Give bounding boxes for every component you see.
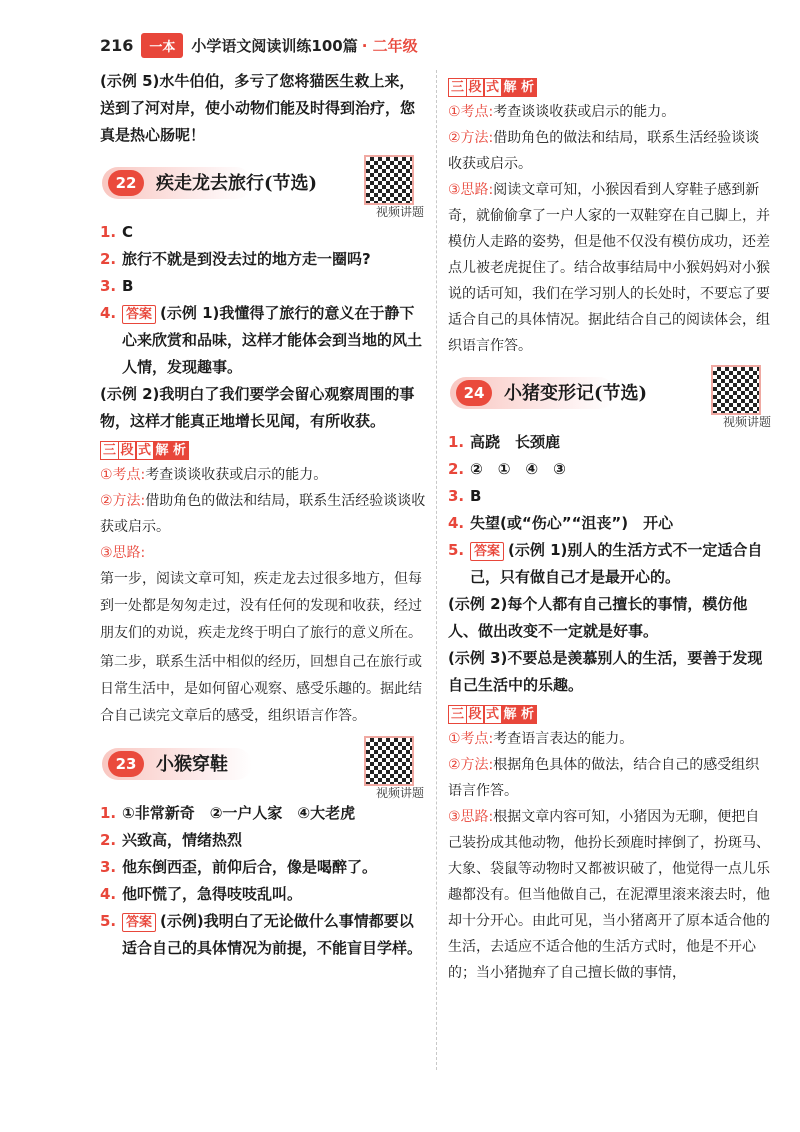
lesson-number: 22: [108, 170, 144, 196]
answer-number: 3.: [448, 487, 465, 505]
answer-number: 1.: [448, 433, 465, 451]
analysis-label-char: 析: [518, 78, 537, 97]
analysis-body: 考查语言表达的能力。: [493, 731, 634, 747]
answer-text: [470, 537, 773, 591]
analysis-label-char: 析: [170, 441, 189, 460]
analysis-silu: [448, 804, 773, 986]
answer-example: (示例 3)不要总是羡慕别人的生活，要善于发现自己生活中的乐趣。: [448, 649, 763, 694]
answer-item: [100, 800, 426, 827]
answer-tag: 答案: [122, 913, 156, 932]
lesson-title: 小猴穿鞋: [156, 754, 228, 775]
grade-label: · 二年级: [361, 36, 418, 55]
answer-text: 旅行不就是到没去过的地方走一圈吗?: [122, 250, 371, 268]
answer-text: ①非常新奇 ②一户人家 ④大老虎: [122, 804, 356, 822]
analysis-label-char: 三: [448, 705, 467, 724]
intro-example: (示例 5)水牛伯伯，多亏了您将猫医生救上来，送到了河对岸，使小动物们能及时得到治疗，您真是热心肠呢！: [100, 72, 416, 144]
answer-text: 他东倒西歪，前仰后合，像是喝醉了。: [122, 858, 378, 876]
analysis-tag: ③思路:: [100, 545, 146, 561]
analysis-label: [448, 76, 536, 97]
book-title: 小学语文阅读训练100篇: [191, 36, 358, 55]
analysis-tag: ②方法:: [448, 757, 494, 773]
analysis-silu: [100, 540, 426, 566]
analysis-body: 根据角色具体的做法，结合自己的感受组织语言作答。: [448, 757, 760, 799]
analysis-label-char: 析: [518, 705, 537, 724]
analysis-fangfa: [448, 125, 773, 177]
analysis-silu: [448, 177, 773, 359]
analysis-body: 考查谈谈收获或启示的能力。: [493, 104, 676, 120]
answer-number: 3.: [100, 277, 117, 295]
analysis-label-char: 段: [466, 78, 485, 97]
lesson-24-header: [448, 369, 773, 429]
analysis-tag: ①考点:: [448, 731, 494, 747]
answer-number: 5.: [100, 912, 117, 930]
answer-number: 4.: [448, 514, 465, 532]
analysis-body: 借助角色的做法和结局，联系生活经验谈谈收获或启示。: [448, 130, 760, 172]
analysis-label-char: 段: [118, 441, 137, 460]
lesson-number: 24: [456, 380, 492, 406]
answer-item: [100, 300, 426, 381]
answer-item: [100, 219, 426, 246]
answer-item: [100, 827, 426, 854]
analysis-label: [100, 439, 188, 460]
analysis-tag: ③思路:: [448, 182, 494, 198]
qr-label: 视频讲题: [375, 786, 424, 800]
analysis-step-1: 第一步，阅读文章可知，疾走龙去过很多地方，但每到一处都是匆匆走过，没有任何的发现和收获，经过朋友们的劝说，疾走龙终于明白了旅行的意义所在。: [100, 571, 422, 641]
analysis-label-char: 式: [135, 441, 154, 460]
page-number: 216: [100, 35, 134, 55]
answer-text: 高跷 长颈鹿: [470, 433, 561, 451]
analysis-tag: ③思路:: [448, 809, 494, 825]
analysis-kaodian: [448, 99, 773, 125]
lesson-title: 小猪变形记(节选): [504, 383, 648, 404]
answer-text: C: [122, 223, 134, 241]
analysis-label-char: 解: [153, 441, 172, 460]
answer-number: 5.: [448, 541, 465, 559]
answer-text: [122, 300, 426, 381]
answer-item: [448, 429, 773, 456]
answer-number: 1.: [100, 804, 117, 822]
answer-text: 兴致高，情绪热烈: [122, 831, 243, 849]
answer-example: (示例 2)我明白了我们要学会留心观察周围的事物，这样才能真正地增长见闻，有所收获。: [100, 385, 415, 430]
answer-text: 失望(或“伤心”“沮丧”) 开心: [470, 514, 674, 532]
answer-number: 3.: [100, 858, 117, 876]
answer-text: 他吓慌了，急得吱吱乱叫。: [122, 885, 303, 903]
answer-example: (示例)我明白了无论做什么事情都要以适合自己的具体情况为前提，不能盲目学样。: [122, 912, 423, 957]
answer-item: [100, 881, 426, 908]
analysis-step-2: 第二步，联系生活中相似的经历，回想自己在旅行或日常生活中，是如何留心观察、感受乐趣的。据此结合自己读完文章后的感受，组织语言作答。: [100, 654, 422, 724]
analysis-body: 借助角色的做法和结局，联系生活经验谈谈收获或启示。: [100, 493, 426, 535]
answer-example: (示例 2)每个人都有自己擅长的事情，模仿他人、做出改变不一定就是好事。: [448, 595, 748, 640]
qr-code-icon[interactable]: [711, 365, 761, 415]
analysis-body: 考查谈谈收获或启示的能力。: [145, 467, 328, 483]
qr-code-icon[interactable]: [364, 736, 414, 786]
analysis-tag: ①考点:: [448, 104, 494, 120]
answer-text: B: [470, 487, 482, 505]
answer-text: ② ① ④ ③: [470, 460, 566, 478]
lesson-22-header: [100, 159, 426, 219]
answer-tag: 答案: [470, 542, 504, 561]
lesson-title: 疾走龙去旅行(节选): [156, 173, 318, 194]
answer-item: [100, 246, 426, 273]
analysis-label-char: 式: [483, 78, 502, 97]
analysis-fangfa: [448, 752, 773, 804]
qr-code-icon[interactable]: [364, 155, 414, 205]
answer-item: [100, 908, 426, 962]
answer-example: (示例 1)别人的生活方式不一定适合自己，只有做自己才是最开心的。: [470, 541, 763, 586]
column-divider: [436, 70, 437, 1070]
answer-item: [448, 483, 773, 510]
page-header: [100, 30, 418, 60]
analysis-label-char: 解: [501, 78, 520, 97]
brand-logo: 一本: [141, 33, 183, 58]
answer-text: [122, 908, 426, 962]
analysis-fangfa: [100, 488, 426, 540]
answer-text: B: [122, 277, 134, 295]
answer-number: 1.: [100, 223, 117, 241]
analysis-label-char: 段: [466, 705, 485, 724]
answer-item: [100, 273, 426, 300]
answer-item: [100, 854, 426, 881]
answer-item: [448, 456, 773, 483]
lesson-23-header: [100, 740, 426, 800]
analysis-label-char: 三: [448, 78, 467, 97]
analysis-tag: ①考点:: [100, 467, 146, 483]
answer-number: 2.: [448, 460, 465, 478]
answer-number: 4.: [100, 885, 117, 903]
analysis-kaodian: [448, 726, 773, 752]
analysis-body: 阅读文章可知，小猴因看到人穿鞋子感到新奇，就偷偷拿了一户人家的一双鞋穿在自己脚上，并模仿人走路的姿势，但是他不仅没有模仿成功，还差点儿被老虎捉住了。结合故事结局中小猴妈妈对小猴说的话可知，我们在学习别人的长处时，不要忘了要适合自己的具体情况。据此结合自己的阅读体会，组织语言作答。: [448, 182, 770, 354]
left-column: [100, 68, 426, 962]
analysis-label: [448, 703, 536, 724]
answer-item: [448, 510, 773, 537]
answer-tag: 答案: [122, 305, 156, 324]
analysis-label-char: 式: [483, 705, 502, 724]
answer-item: [448, 537, 773, 591]
analysis-kaodian: [100, 462, 426, 488]
qr-label: 视频讲题: [722, 415, 771, 429]
analysis-tag: ②方法:: [100, 493, 146, 509]
lesson-number: 23: [108, 751, 144, 777]
analysis-body: 根据文章内容可知，小猪因为无聊，便把自己装扮成其他动物，他扮长颈鹿时摔倒了，扮斑马、大象、袋鼠等动物时又都被识破了，他觉得一点儿乐趣都没有。但当他做自己，在泥潭里滚来滚去时，他却十分开心。由此可见，当小猪离开了原本适合他的生活，去适应不适合他的生活方式时，他是不开心的；当小猪抛弃了自己擅长做的事情，: [448, 809, 770, 981]
answer-number: 2.: [100, 250, 117, 268]
right-column: [448, 68, 773, 986]
answer-number: 2.: [100, 831, 117, 849]
analysis-label-char: 解: [501, 705, 520, 724]
answer-example: (示例 1)我懂得了旅行的意义在于静下心来欣赏和品味，这样才能体会到当地的风土人情，发现趣事。: [122, 304, 423, 376]
analysis-tag: ②方法:: [448, 130, 494, 146]
answer-number: 4.: [100, 304, 117, 322]
analysis-label-char: 三: [100, 441, 119, 460]
qr-label: 视频讲题: [375, 205, 424, 219]
